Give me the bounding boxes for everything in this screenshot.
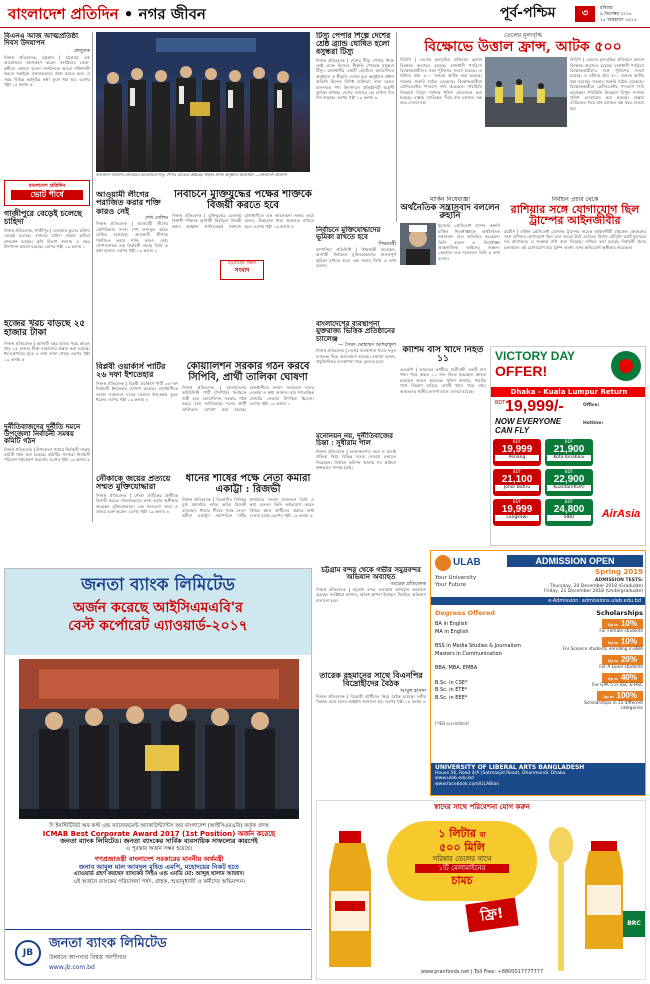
kashim-story — [400, 346, 486, 466]
coalition-body: নিজস্ব প্রতিবেদক | বাংলাদেশের কমিউনিস্ট পার্টি (সিপিবি) নির্বাচনে জয়ী হলে কোয়ালিশন সরকার গঠন করবে বলে জানিয়েছে। দলের প্রার্থী তালিকাও ঘোষণা করা হয়েছে। রাজধানীতে সংবাদ সম্মেলনে দলের নেতারা এ কথা জানান। বাম গণতান্ত্রিক জোটের নেতারা উপস্থিত ছিলেন। এরপর পৃষ্ঠা ১৯ কলাম ১ — [182, 385, 314, 412]
bottle-icon — [321, 831, 381, 971]
fare-price: 24,800 — [553, 504, 585, 515]
russia-story — [504, 196, 646, 342]
scholarship-label: Scholarships in 15 different categories — [584, 701, 643, 711]
pran-ad[interactable] — [316, 800, 646, 980]
tissue-body: নিজস্ব প্রতিবেদক | দেশের টিস্যু পেপার শিল্পে শ্রেষ্ঠ ব্র্যান্ড হিসেবে স্বীকৃতি পেয়েছে বসুন্ধরা টিস্যু। রাজধানীর একটি হোটেলে আয়োজিত অনুষ্ঠানে এ স্বীকৃতি দেওয়া হয়। অনুষ্ঠানে প্রধান অতিথি ছিলেন বিশিষ্ট ব্যক্তিরা। তারা বলেন মানসম্মত পণ্য উৎপাদনে প্রতিষ্ঠানটি অগ্রণী ভূমিকা রাখছে। দেশের বাজারে এর চাহিদা দিন দিন বাড়ছে। এরপর পৃষ্ঠা ১৯ কলাম ৬ — [316, 57, 394, 101]
offer-line1: ১ লিটার বা — [438, 827, 486, 840]
offer-line2: ৫০০ মিলি — [439, 840, 485, 854]
degree-item: B.Sc. in EEE* — [435, 694, 468, 701]
tissue-story — [316, 32, 394, 222]
role-sub: শিক্ষামন্ত্রী — [378, 240, 396, 247]
hospital-body: নিজস্ব প্রতিবেদক | চট্টগ্রাম বন্দর এলাকায় অভিযান অব্যাহত রয়েছে। সংশ্লিষ্টরা জানান, অবৈধ স্থাপনা উচ্ছেদে নিয়মিত অভিযান চালানো হবে। — [316, 586, 426, 603]
fare-price: 22,900 — [553, 474, 585, 485]
france-kicker: তেলের মূল্যবৃদ্ধি — [503, 32, 543, 39]
award-photo-image — [96, 32, 310, 172]
degree-item: Masters in Communication — [435, 650, 502, 657]
freedom-headline[interactable]: নির্বাচনে মুক্তিযুদ্ধের পক্ষের শক্তিকে বিজয়ী করতে হবে — [174, 190, 312, 211]
hospital2-headline[interactable]: তারেক রহমানের সাথে বিএনপির বিদ্রোহীদের বৈঠক — [319, 669, 423, 689]
tissue-headline[interactable]: টিস্যু পেপার শিল্পে দেশের শ্রেষ্ঠ ব্র্যান্ড ঘোষিত হলো বসুন্ধরা টিস্যু — [316, 32, 391, 56]
region-name: পূর্ব-পশ্চিম — [500, 5, 556, 21]
coalition-story — [182, 362, 314, 472]
fare-cell — [493, 499, 541, 526]
workers-story — [96, 362, 178, 472]
fare-price: 19,999 — [501, 444, 533, 455]
brc-badge: BRC — [623, 911, 645, 937]
scholarship-label: For Female students — [599, 629, 643, 634]
slogan: NOW EVERYONE CAN FLY — [495, 417, 562, 435]
date-block — [600, 6, 648, 24]
rouhani-photo — [400, 223, 436, 265]
janata-text: দি ইনস্টিটিউট অব কস্ট এন্ড ম্যানেজমেন্ট অ্যাকাউন্ট্যান্টস অব বাংলাদেশ (আইসিএমএবি) কর্তৃক প্রদত্ত ICMAB Best Corporate Award 2017 (1st Position) অর্জন করেছে জনতা ব্যাংক লিমিটেড। জনতা ব্যাংকের সার্বিক ব্যবসায়িক সাফল্যের কারণেই এ পুরস্কার অর্জন সম্ভব হয়েছে। গণপ্রজাতন্ত্রী বাংলাদেশ সরকারের মাননীয় অর্থমন্ত্রী জনাব আবুল মাল আবদুল মুহিত এমপি, মহোদয়ের নিকট হতে এ্যাওয়ার্ড গ্রহণ করছেন ব্যাংকের সিইও এন্ড এমডি মো: আব্দুছ ছালাম আজাদ। এই অর্জনে ব্যাংকের পরিচালনা পর্ষদ, গ্রাহক, শুভানুধ্যায়ী ও কর্মীদের অভিনন্দন। — [42, 823, 276, 885]
date-day: রবিবার — [600, 6, 613, 11]
janata-website[interactable]: www.jb.com.bd — [49, 964, 95, 971]
mayor-story — [316, 320, 396, 430]
offer-bubble — [387, 821, 537, 901]
scholarship-item: Up to 20% For A Level students — [561, 655, 643, 670]
france-headline[interactable]: বিক্ষোভে উত্তাল ফ্রান্স, আটক ৫০০ — [424, 38, 622, 55]
awami-sub: শেখ সেলিম — [144, 215, 168, 222]
rice-story — [182, 474, 314, 564]
victory-day-ad[interactable] — [490, 346, 646, 546]
degree-item: BBA, MBA, EMBA — [435, 665, 478, 671]
iran-kicker: মার্কিন নিষেধাজ্ঞা — [429, 196, 471, 203]
story1-sub: রাজুতক — [74, 47, 90, 54]
spoon-icon — [541, 825, 581, 975]
scholarship-label: For Science students enrolling in BBA — [562, 647, 643, 652]
hospital-headline[interactable]: চট্টগ্রাম বন্দর থেকে গভীর সমুদ্রবন্দর অভিযান অব্যাহত — [321, 566, 421, 582]
fare-cell — [545, 499, 593, 526]
boat-body: নিজস্ব প্রতিবেদক | নৌকা প্রতীকের প্রার্থীকে বিজয়ী করতে ঐক্যবদ্ধভাবে কাজ করার অঙ্গীকার করেছেন মুক্তিযোদ্ধারা। এক সমাবেশে তারা এ প্রত্যয় ব্যক্ত করেন। এরপর পৃষ্ঠা ১৯ কলাম ৩ — [96, 492, 178, 514]
france-body-cont: বিবিসি | তেলের মূল্যবৃদ্ধির প্রতিবাদে ফ্রান্সে বিক্ষোভ অব্যাহত রয়েছে। রাজধানী প্যারিসে বিক্ষোভকারীদের সঙ্গে পুলিশের সংঘর্ষ হয়েছে। এ ঘটনায় প্রায় ৫০০ জনকে আটক করা হয়েছে। সরকার জরুরি বৈঠক ডেকেছে। বিক্ষোভকারীরা প্রেসিডেন্টের পদত্যাগ দাবি করেছেন। পরিস্থিতি নিয়ন্ত্রণে বিপুল সংখ্যক পুলিশ মোতায়েন করা হয়েছে। রাস্তায় ব্যারিকেড দিয়ে যান চলাচল বন্ধ করে দেওয়া হয়। — [570, 57, 644, 111]
admission-title: ADMISSION OPEN — [507, 555, 643, 567]
degree-item: B.Sc. in ETE* — [435, 687, 468, 693]
offer-line4: ১টি মেলামাইনের — [415, 864, 509, 873]
admission-tests: ADMISSION TESTS: Thursday, 20 December 2018 (Graduate) Friday, 21 December 2018 (Undergraduate) — [544, 578, 643, 594]
callout-line2: সংবাদ — [234, 266, 250, 274]
janata-footer-tag: উন্নয়নে আপনার বিশ্বস্ত অংশীদার — [49, 954, 127, 961]
paper-name: বাংলাদেশ প্রতিদিন — [8, 5, 119, 23]
story1-body: নিজস্ব প্রতিবেদক, চট্টগ্রাম | চট্টগ্রামে এক আয়োজনে অংশগ্রহণ করেন সংগঠনের নেতা-কর্মীরা। বক্তারা বলেন সংগঠনকে আরো শক্তিশালী করতে সবাইকে ঐক্যবদ্ধভাবে কাজ করতে হবে। এ সময় বিভিন্ন কর্মসূচির কথা তুলে ধরা হয়। এরপর পৃষ্ঠা ১৯ কলাম ৩ — [4, 54, 90, 87]
fare-currency: BDT — [564, 469, 574, 474]
iran-headline[interactable]: অর্থনৈতিক সন্ত্রাসবাদ বললেন রুহানি — [400, 202, 500, 222]
fare-city: SIBU — [547, 515, 591, 521]
degree-item: B.Sc. in CSE* — [435, 679, 468, 686]
france-body: বিবিসি | তেলের মূল্যবৃদ্ধির প্রতিবাদে ফ্রান্সে বিক্ষোভ অব্যাহত রয়েছে। রাজধানী প্যারিসে বিক্ষোভকারীদের সঙ্গে পুলিশের সংঘর্ষ হয়েছে। এ ঘটনায় প্রায় ৫০০ জনকে আটক করা হয়েছে। সরকার জরুরি বৈঠক ডেকেছে। বিক্ষোভকারীরা প্রেসিডেন্টের পদত্যাগ দাবি করেছেন। পরিস্থিতি নিয়ন্ত্রণে বিপুল সংখ্যক পুলিশ মোতায়েন করা হয়েছে। রাস্তায় ব্যারিকেড দিয়ে যান চলাচল বন্ধ করে দেওয়া হয়। — [400, 57, 482, 106]
coalition-headline[interactable]: কোয়ালিশন সরকার গঠন করবে সিপিবি, প্রার্থী তালিকা ঘোষণা — [186, 362, 310, 383]
degree-item: BA in English — [435, 621, 468, 627]
workers-body: নিজস্ব প্রতিবেদক | বিপ্লবী ওয়ার্কার্স পার্টি ২৬ দফা নির্বাচনী ইশতেহার ঘোষণা করেছে। রাজধানীতে সংবাদ সম্মেলনে দলের নেতারা ইশতেহার তুলে ধরেন। এরপর পৃষ্ঠা ১৯ কলাম ৪ — [96, 380, 178, 402]
section-logo — [4, 180, 90, 206]
bdt-label: BDT — [495, 400, 506, 406]
callout-line1: চট্টগ্রামের সন্তান — [227, 261, 257, 266]
offer-line5: চামচ — [451, 874, 473, 887]
role-headline[interactable]: নির্বাচনে মুক্তিযোদ্ধাদের ভূমিকা রাখতে হবে — [316, 226, 381, 242]
scholarship-percent: 100% — [616, 691, 637, 700]
pran-tollfree: Toll Free: +8800017777777 — [474, 969, 544, 975]
masthead-title: বাংলাদেশ প্রতিদিন • নগর জীবন — [8, 5, 206, 23]
fare-currency: BDT — [564, 499, 574, 504]
page-number: ৩ — [575, 6, 595, 22]
offer-line3: সরিষার তেলের সাথে — [432, 854, 492, 863]
scholarship-percent: 10% — [620, 637, 637, 646]
story4-body: নিজস্ব প্রতিবেদক | উপজেলা পর্যায়ে নির্বাচনী সমন্বয় কমিটি গঠন করা হয়েছে। কমিটির সদস্যরা নির্বাচনী পরিবেশ পর্যবেক্ষণ করবেন। এরপর পৃষ্ঠা ১৯ কলাম ৬ — [4, 446, 90, 463]
ulab-footer: UNIVERSITY OF LIBERAL ARTS BANGLADESH House 56, Road 4/A (Satmasjid Road), Dhanmondi, Dhaka www.ulab.edu.bd www.facebook.com/ULABian — [431, 763, 645, 795]
mayor-body: নিজস্ব প্রতিবেদক | দেশের ব্যবস্থাপনা খাতে নতুন চ্যালেঞ্জ নিয়ে আলোচনা হয়েছে। বক্তারা বলেন, প্রযুক্তিনির্ভর ব্যবস্থাপনা গড়ে তুলতে হবে। — [316, 348, 396, 365]
degree-item: BSS in Media Studies & Journalism — [435, 643, 521, 649]
freedom-story — [172, 190, 314, 360]
fare-city: Penang — [495, 455, 539, 461]
free-badge: ফ্রি! — [465, 898, 518, 933]
nomination-headline[interactable]: মনোনয়ন নয়, দুর্নীতিবাজের চিন্তা : সুধীরাম পাল — [316, 432, 393, 448]
jar-icon — [579, 841, 629, 951]
award-photo-caption: বাংলাদেশ প্রতিদিন ফোরামের আয়োজনে টিস্যু পেপার ব্র্যান্ডের শ্রেষ্ঠত্বের স্বীকৃতি প্রদান অনুষ্ঠানে অতিথিরা। —বাংলাদেশ প্রতিদিন — [96, 173, 288, 177]
janata-subtitle2: বেস্ট কর্পোরেট এ্যাওয়ার্ড-২০১৭ — [68, 617, 248, 634]
scholarship-item: Up to 40% For GPA 5 in SSC & HSC — [561, 673, 643, 688]
scholarship-percent: 20% — [620, 655, 637, 664]
scholarship-item: Up to 10% For Female students — [561, 619, 643, 634]
russia-headline[interactable]: রাশিয়ার সঙ্গে যোগাযোগ ছিল ট্রাম্পের আইনজীবীর — [510, 202, 640, 228]
pran-headline: স্বাদের সাথে পরিবেশনা যোগ করুন — [434, 803, 530, 811]
janata-bank-ad[interactable] — [4, 568, 312, 980]
ceremony-photo — [19, 659, 299, 819]
russia-kicker: নির্বাচন প্রচার থেকে — [551, 196, 599, 203]
scholarship-label: For A Level students — [599, 665, 643, 670]
janata-footer-name: জনতা ব্যাংক লিমিটেড — [49, 936, 167, 951]
scholarship-label: For GPA 5 in SSC & HSC — [592, 683, 643, 688]
scholarship-percent: 10% — [620, 619, 637, 628]
scholarship-item: Up to 10% For Science students enrolling in BBA — [562, 637, 643, 652]
fare-currency: BDT — [564, 439, 574, 444]
rice-headline[interactable]: ধানের শীষের পক্ষে নেতা কর্মীরা একাট্টা : রিজভী — [185, 474, 311, 495]
awami-body: নিজস্ব প্রতিবেদক | আওয়ামী লীগের প্রেসিডিয়াম সদস্য শেখ ফজলুল করিম সেলিম বলেছেন, আওয়ামী লীগকে পরাজিত করার শক্তি কারও নেই। গোপালগঞ্জে এক নির্বাচনী সভায় তিনি এ কথা বলেন। এরপর পৃষ্ঠা ১৯ কলাম ২ — [96, 221, 168, 254]
nomination-body: নিজস্ব প্রতিবেদক | মনোনয়নপত্র জমা ও যাচাই প্রক্রিয়া নিয়ে বিভিন্ন দলের নেতারা মতামত দিয়েছেন। নির্বাচন কমিশন জানায় সব প্রক্রিয়া স্বচ্ছভাবে সম্পন্ন হচ্ছে। — [316, 448, 396, 470]
victory-offer: OFFER! — [495, 363, 548, 379]
fare-city: Kuantan(KUA) — [547, 485, 591, 491]
ulab-crest-icon — [435, 555, 451, 571]
kashim-headline[interactable]: কাশিম বাস খাদে নিহত ১১ — [402, 346, 484, 365]
admission-email[interactable]: e-Admission: admissions.ulab.edu.bd — [431, 597, 645, 605]
scholarship-item: Up to 100% Scholarships in 15 different categories — [561, 691, 643, 711]
russia-iran-block — [400, 196, 646, 342]
janata-subtitle1: অর্জন করেছে আইসিএমএবি'র — [73, 600, 243, 617]
scholarship-percent: 40% — [620, 673, 637, 682]
awami-story — [96, 190, 168, 360]
fare-currency: BDT — [512, 469, 522, 474]
degree-item: MA in English — [435, 628, 469, 635]
bangladesh-flag-icon — [611, 351, 641, 381]
ulab-ad[interactable] — [430, 550, 646, 796]
fare-cell — [545, 469, 593, 496]
rice-body: নিজস্ব প্রতিবেদক | বিএনপির সিনিয়র যুগ্ম মহাসচিব রুহুল কবির রিজভী বলেছেন, ধানের শীষের পক্ষে নেতা-কর্মীরা একাট্টা। নয়াপল্টনে দলীয় কার্যালয়ে সংবাদ সম্মেলনে তিনি এ কথা বলেন। তিনি অভিযোগ করেন বিভিন্ন স্থানে প্রার্থীদের প্রচারে বাধা দেওয়া হচ্ছে। এরপর পৃষ্ঠা ১৯ কলাম ৩ — [182, 497, 314, 519]
scholarship-head: Scholarships — [596, 609, 643, 617]
france-photo — [485, 57, 567, 127]
fare-cell — [493, 439, 541, 466]
protest-photo — [485, 57, 567, 127]
story2-body: নিজস্ব প্রতিবেদক, গাজীপুর | এলাকায় কুলের চাহিদা বেড়েই চলেছে। বাজারে চাহিদা বাড়ায় চাষিরা লাভবান হচ্ছেন। কৃষি বিভাগ জানায় এ বছর উৎপাদন ভালো হয়েছে। এরপর পৃষ্ঠা ১৯ কলাম ১ — [4, 227, 90, 249]
hospital2-body: নিজস্ব প্রতিবেদক | বিদ্রোহী প্রার্থীদের নিয়ে বৈঠক হয়েছে। দলীয় সিদ্ধান্ত মেনে চলার আহ্বান জানানো হয়। এরপর পৃষ্ঠা ১৯ কলাম ৩ — [316, 693, 426, 705]
russia-body: রয়টার্স | মার্কিন প্রেসিডেন্ট ডোনাল্ড ট্রাম্পের সাবেক আইনজীবী মাইকেল কোহেনের সঙ্গে রাশিয়ার যোগাযোগ ছিল বলে তদন্তে উঠে এসেছে। বিশেষ কৌঁসুলি রবার্ট মুলারের দল আদালতে এ সংক্রান্ত নথি জমা দিয়েছে। নথিতে বলা হয়েছে নির্বাচনী প্রচার চলাকালে এই যোগাযোগ হয়। ট্রাম্প অবশ্য এসব অভিযোগ অস্বীকার করেছেন। — [504, 228, 646, 250]
date-bangla: ২৫ অগ্রহায়ণ ১৪২৫ — [600, 18, 637, 23]
janata-logo-icon: JB — [15, 940, 41, 966]
janata-award-photo — [19, 659, 299, 819]
airasia-logo: AirAsia — [601, 508, 641, 520]
pran-contact: www.pranfoods.net | Toll Free: +8800017777777 — [420, 969, 544, 975]
fare-currency: BDT — [512, 499, 522, 504]
date-gregorian: ৯ ডিসেম্বর ২০১৮ — [600, 12, 632, 17]
freedom-body: নিজস্ব প্রতিবেদক | মুক্তিযুদ্ধের চেতনায় বিশ্বাসী শক্তিকে আগামী নির্বাচনে বিজয়ী করার আহ্বান জানিয়েছেন বক্তারা। রাজধানীতে এক আলোচনা সভায় তারা বলেন, উন্নয়নের ধারা অব্যাহত রাখতে হবে। এরপর পৃষ্ঠা ১৯ কলাম ৫ — [172, 213, 314, 229]
hospital2-sub: আবুল হাসান — [400, 687, 426, 694]
fare-city: Johor Bahru — [495, 485, 539, 491]
janata-title: জনতা ব্যাংক লিমিটেড — [81, 575, 235, 595]
france-story — [400, 32, 646, 192]
fare-price: 19,999 — [501, 504, 533, 515]
story3-body: নিজস্ব প্রতিবেদক | আগামী বছর হজের খরচ আরও প্রায় ২৫ হাজার টাকা বাড়ানোর প্রস্তাব করা হয়েছে। ধর্ম মন্ত্রণালয় সূত্রে এ তথ্য জানা গেছে। এরপর পৃষ্ঠা ১৯ কলাম ৫ — [4, 340, 90, 362]
story3-headline[interactable]: হজের খরচ বাড়ছে ২৫ হাজার টাকা — [4, 318, 86, 339]
portrait-image — [400, 223, 436, 265]
section-logo-line2: ভোট শীর্ষে — [11, 190, 83, 200]
victory-title: VICTORY DAY — [495, 349, 576, 363]
admission-season: Spring 2019 — [595, 568, 643, 576]
role-body: কাপাসিয়া প্রতিনিধি | শিক্ষামন্ত্রী বলেছেন, আগামী নির্বাচনে মুক্তিযোদ্ধাদের গুরুত্বপূর্ণ ভূমিকা রাখতে হবে। এক সভায় তিনি এ কথা বলেন। — [316, 246, 396, 269]
section-logo-line1: বাংলাদেশ প্রতিদিন — [28, 182, 66, 189]
nomination-story — [316, 432, 396, 562]
main-price: 19,999/- — [505, 398, 564, 415]
awami-headline[interactable]: আওয়ামী লীগের পরাজিত করার শক্তি কারও নেই — [96, 190, 161, 216]
pran-website[interactable]: www.pranfoods.net — [420, 969, 470, 975]
degree-list — [435, 621, 545, 702]
masthead — [0, 0, 650, 28]
accredited-note: (*IEB accredited) — [435, 721, 469, 726]
hospital-sub: আরেক প্রতিবেদক — [390, 580, 426, 587]
fare-city: Kota Kinabalu — [547, 455, 591, 461]
fare-price: 21,100 — [501, 474, 533, 485]
ulab-tagline: Your University Your Future — [435, 575, 477, 588]
office-info: Office: Hotline: — [583, 403, 604, 426]
ulab-logo: ULAB — [453, 557, 481, 568]
scholarship-list — [561, 619, 643, 714]
boat-story — [96, 474, 178, 564]
route-label: Dhaka - Kuala Lumpur Return — [491, 387, 646, 397]
iran-story — [400, 196, 500, 342]
iran-body: ইরানের প্রেসিডেন্ট হাসান রুহানি মার্কিন নিষেধাজ্ঞাকে অর্থনৈতিক সন্ত্রাসবাদ বলে অভিহিত করেছেন। তিনি বলেন এ নিষেধাজ্ঞা আন্তর্জাতিক আইনের লঙ্ঘন। তেহরানে এক সম্মেলনে তিনি এ কথা বলেন। — [438, 223, 500, 261]
workers-headline[interactable]: বিপ্লবী ওয়ার্কার্স পার্টির ২৬ দফা ইশতেহার — [96, 362, 166, 380]
mayor-sub: — সৈয়দ মোহাম্মদ আশরাফুল — [338, 342, 396, 349]
hospital-stories — [316, 566, 426, 796]
degrees-head: Degrees Offered — [435, 609, 496, 617]
story2-headline[interactable]: গাজীপুরে বেড়েই চলেছে চাহিদা — [4, 207, 82, 227]
story4-headline[interactable]: দুর্নীতিবাজদের দুর্নীতি দমনে উপজেলা নির্বাচনী সমন্বয় কমিটি গঠন — [4, 421, 81, 446]
ulab-facebook[interactable]: www.facebook.com/ULABian — [435, 781, 500, 787]
left-column — [4, 32, 90, 522]
fare-city: Langkawi — [495, 515, 539, 521]
fare-currency: BDT — [512, 439, 522, 444]
kashim-body: এএফপি | ভারতের কাশ্মীরে যাত্রীবাহী একটি বাস খাদে পড়ে অন্তত ১১ জন নিহত হয়েছেন। আহত হয়েছেন আরও অনেকে। পুলিশ জানায়, পাহাড়ি পথে নিয়ন্ত্রণ হারিয়ে বাসটি খাদে পড়ে যায়। আহতদের স্থানীয় হাসপাতালে নেওয়া হয়েছে। — [400, 366, 486, 394]
janata-footer — [5, 929, 311, 979]
boat-headline[interactable]: নৌকাকে জয়ের প্রত্যয়ে সম্মত মুক্তিযোদ্ধারা — [96, 474, 171, 492]
award-photo — [96, 32, 310, 172]
fare-cell — [493, 469, 541, 496]
fare-cell — [545, 439, 593, 466]
mayor-headline[interactable]: বাংলাদেশের ব্যবস্থাপনা যুক্তরাজ্য ভিত্তিক প্রতিষ্ঠানের চ্যালেঞ্জ — [316, 320, 395, 343]
role-story — [316, 226, 396, 316]
freedom-callout — [220, 260, 264, 280]
fare-price: 21,900 — [553, 444, 585, 455]
ulab-website[interactable]: www.ulab.edu.bd — [435, 776, 474, 781]
story1-headline[interactable]: বিএনএ আজ আত্মপ্রতিষ্ঠা দিবস উদযাপন — [4, 32, 79, 48]
section-name: নগর জীবন — [138, 5, 206, 23]
